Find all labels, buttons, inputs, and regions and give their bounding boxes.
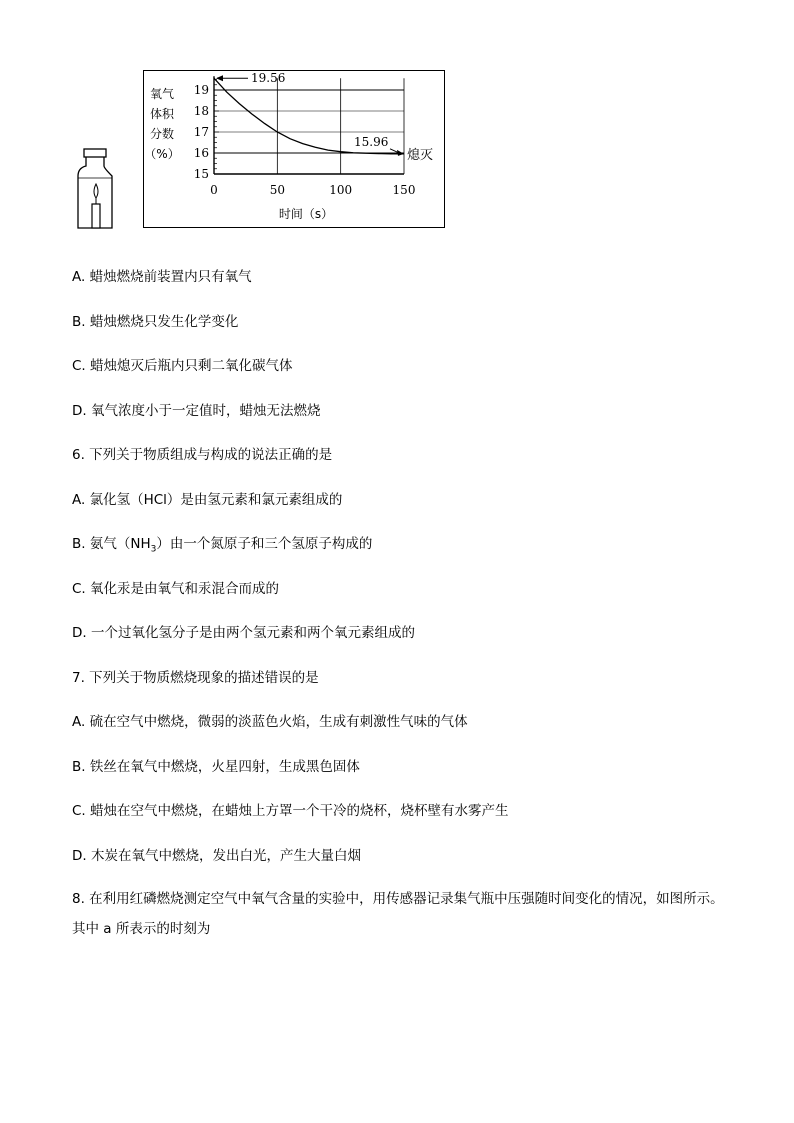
- y-tick-label: 18: [193, 104, 209, 118]
- option-line: D. 氧气浓度小于一定值时，蜡烛无法燃烧: [72, 403, 321, 419]
- option-line: C. 蜡烛在空气中燃烧，在蜡烛上方罩一个干冷的烧杯，烧杯壁有水雾产生: [72, 803, 509, 819]
- option-line: C. 蜡烛熄灭后瓶内只剩二氧化碳气体: [72, 358, 293, 374]
- option-text: ）由一个氮原子和三个氢原子构成的: [156, 536, 373, 552]
- x-tick-label: 150: [392, 183, 416, 197]
- question-title: 7. 下列关于物质燃烧现象的描述错误的是: [72, 670, 319, 686]
- option-line: B. 铁丝在氧气中燃烧，火星四射，生成黑色固体: [72, 759, 360, 775]
- x-axis-label: 时间（s）: [278, 207, 334, 221]
- y-label-line: （%）: [144, 147, 180, 161]
- x-tick-label: 50: [269, 183, 285, 197]
- y-tick-label: 15: [193, 167, 209, 181]
- option-line: D. 木炭在氧气中燃烧，发出白光，产生大量白烟: [72, 848, 361, 864]
- y-label-line: 体积: [149, 107, 175, 121]
- oxygen-chart: [74, 68, 454, 234]
- option-line: A. 蜡烛燃烧前装置内只有氧气: [72, 269, 252, 285]
- y-tick-label: 19: [193, 83, 209, 97]
- option-line: B. 蜡烛燃烧只发生化学变化: [72, 314, 239, 330]
- x-tick-labels: [210, 183, 415, 197]
- subscript: 3: [150, 544, 157, 555]
- option-line: D. 一个过氧化氢分子是由两个氢元素和两个氧元素组成的: [72, 625, 415, 641]
- annotation-label: 19.56: [251, 71, 286, 86]
- y-tick-label: 17: [193, 125, 209, 139]
- y-tick-label: 16: [193, 146, 209, 160]
- axes: [214, 76, 404, 174]
- y-axis-label: [144, 86, 179, 161]
- y-tick-labels: [194, 83, 209, 181]
- grid-lines: [214, 78, 404, 174]
- question-title: 8. 在利用红磷燃烧测定空气中氧气含量的实验中，用传感器记录集气瓶中压强随时间变化的情况，如图所示。其中 a 所表示的时刻为: [72, 891, 724, 937]
- x-tick-label: 100: [329, 183, 353, 197]
- x-tick-label: 0: [210, 183, 218, 197]
- annotation-label: 熄灭: [407, 147, 434, 163]
- annotation-label: 15.96: [354, 134, 389, 149]
- question-title: 6. 下列关于物质组成与构成的说法正确的是: [72, 447, 333, 463]
- option-line: C. 氧化汞是由氧气和汞混合而成的: [72, 581, 280, 597]
- option-line: A. 硫在空气中燃烧，微弱的淡蓝色火焰，生成有刺激性气味的气体: [72, 714, 468, 730]
- option-text: B. 氨气（NH: [72, 536, 151, 552]
- y-label-line: 分数: [149, 127, 175, 141]
- experiment-figure: [74, 68, 454, 234]
- option-line: [72, 535, 372, 559]
- y-label-line: 氧气: [149, 87, 175, 101]
- option-line: A. 氯化氢（HCl）是由氢元素和氯元素组成的: [72, 492, 343, 508]
- arrow-head: [216, 75, 223, 81]
